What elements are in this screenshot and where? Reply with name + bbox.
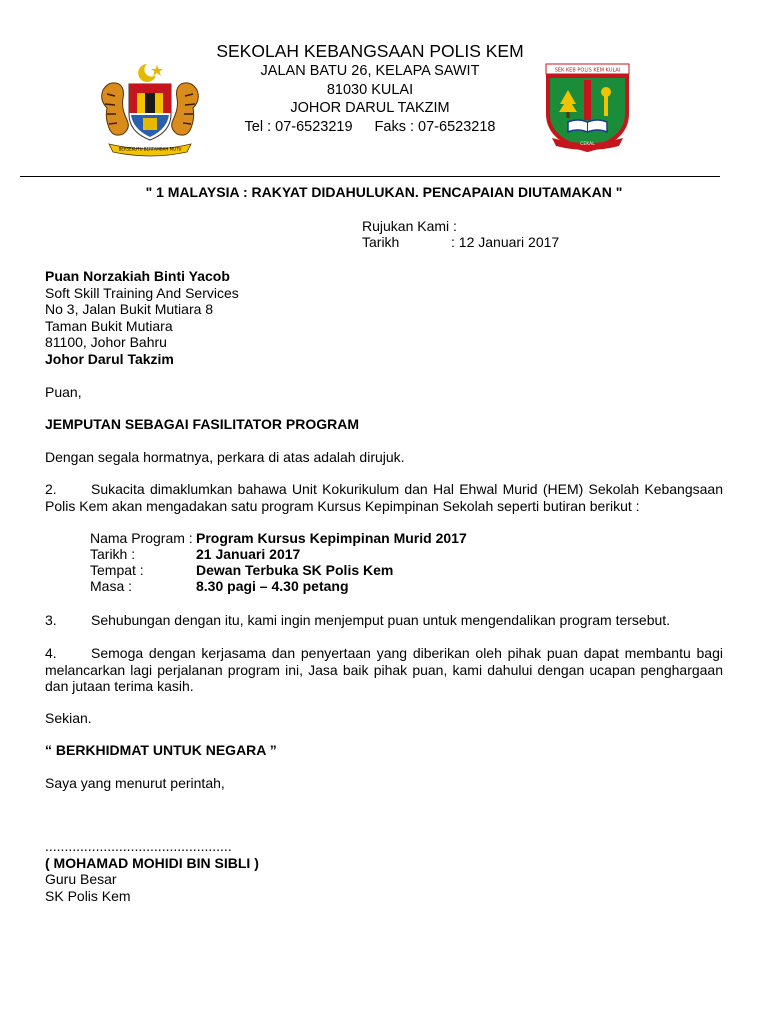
recipient-address <box>45 268 239 367</box>
detail-programme-name <box>90 530 467 547</box>
salutation: Puan, <box>45 384 82 400</box>
paragraph-2 <box>45 481 723 514</box>
paragraph-3 <box>45 612 723 629</box>
national-motto: " 1 MALAYSIA : RAKYAT DIDAHULUKAN. PENCAPAIAN DIUTAMAKAN " <box>145 184 623 200</box>
tel-number: Tel : 07-6523219 <box>244 118 353 135</box>
header-divider <box>20 176 720 177</box>
sign-off: Saya yang menurut perintah, <box>45 775 225 791</box>
fax-number: Faks : 07-6523218 <box>374 118 496 135</box>
signatory-organisation: SK Polis Kem <box>45 887 131 904</box>
date-value: : 12 Januari 2017 <box>451 234 560 250</box>
detail-value: 8.30 pagi – 4.30 petang <box>196 578 349 594</box>
paragraph-2-text: Sukacita dimaklumkan bahawa Unit Kokurikulum dan Hal Ehwal Murid (HEM) Sekolah Kebangsaan Polis Kem akan mengadakan satu program Kursus Kepimpinan Sekolah seperti butiran berikut : <box>45 481 723 514</box>
letter-subject: JEMPUTAN SEBAGAI FASILITATOR PROGRAM <box>45 416 359 432</box>
school-crest-icon <box>540 60 635 155</box>
recipient-line-2: No 3, Jalan Bukit Mutiara 8 <box>45 301 214 317</box>
recipient-state: Johor Darul Takzim <box>45 350 174 367</box>
svg-text:BERSEKUTU BERTAMBAH MUTU: BERSEKUTU BERTAMBAH MUTU <box>118 146 182 152</box>
paragraph-2-number: 2. <box>45 481 57 497</box>
detail-time <box>90 578 349 595</box>
signature-line: ................................................ <box>45 838 232 854</box>
paragraph-3-number: 3. <box>45 612 57 628</box>
paragraph-3-text: Sehubungan dengan itu, kami ingin menjemput puan untuk mengendalikan program tersebut. <box>91 612 671 628</box>
paragraph-4-text: Semoga dengan kerjasama dan penyertaan yang diberikan oleh pihak puan dapat membantu bagi melancarkan lagi perjalanan program ini, Jasa baik pihak puan, kami dahului dengan ucapan penghargaan dan jutaan terima kasih. <box>45 645 723 694</box>
recipient-line-3: Taman Bukit Mutiara <box>45 317 173 334</box>
address-line-2: 81030 KULAI <box>326 81 414 98</box>
detail-value: 21 Januari 2017 <box>196 546 301 562</box>
recipient-line-4: 81100, Johor Bahru <box>45 334 167 350</box>
letterhead <box>0 40 768 160</box>
detail-value: Dewan Terbuka SK Polis Kem <box>196 562 394 578</box>
school-name: SEKOLAH KEBANGSAAN POLIS KEM <box>216 41 524 61</box>
recipient-line-1: Soft Skill Training And Services <box>45 284 239 301</box>
opening-line: Dengan segala hormatnya, perkara di atas adalah dirujuk. <box>45 449 405 465</box>
date-label: Tarikh <box>362 234 400 250</box>
paragraph-4 <box>45 645 723 695</box>
detail-label: Masa : <box>90 578 133 594</box>
address-line-1: JALAN BATU 26, KELAPA SAWIT <box>260 63 480 79</box>
detail-label: Tarikh : <box>90 546 136 562</box>
malaysia-coat-of-arms-icon <box>95 60 205 160</box>
letterhead-text <box>195 40 545 136</box>
signatory-name: ( MOHAMAD MOHIDI BIN SIBLI ) <box>45 854 259 871</box>
detail-value: Program Kursus Kepimpinan Murid 2017 <box>196 530 467 546</box>
signatory-title: Guru Besar <box>45 871 117 887</box>
contact-line <box>195 118 545 137</box>
signature-block <box>45 838 259 904</box>
address-line-3: JOHOR DARUL TAKZIM <box>290 100 450 116</box>
reference-label: Rujukan Kami : <box>362 218 457 234</box>
detail-label: Tempat : <box>90 562 144 578</box>
paragraph-4-number: 4. <box>45 645 57 661</box>
detail-venue <box>90 562 393 579</box>
detail-label: Nama Program : <box>90 530 193 546</box>
svg-text:CEKAL: CEKAL <box>580 142 595 147</box>
service-slogan: “ BERKHIDMAT UNTUK NEGARA ” <box>45 742 277 758</box>
recipient-name: Puan Norzakiah Binti Yacob <box>45 268 230 284</box>
closing: Sekian. <box>45 710 92 726</box>
svg-text:SEK KEB POLIS KEM KULAI: SEK KEB POLIS KEM KULAI <box>554 67 621 74</box>
detail-date <box>90 546 300 563</box>
